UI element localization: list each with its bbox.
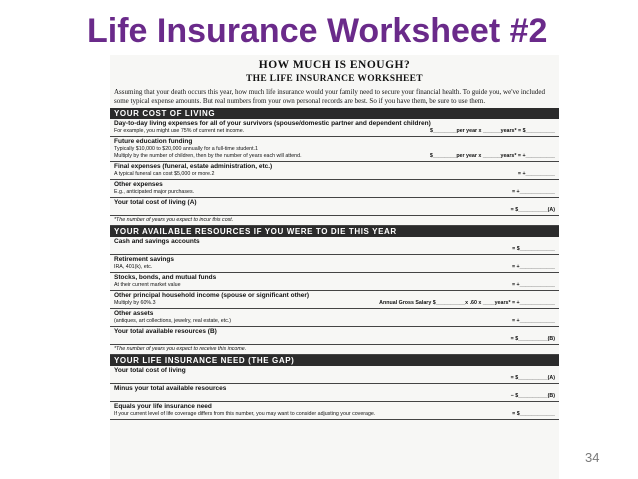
worksheet-scan bbox=[110, 55, 559, 479]
row-title: Retirement savings bbox=[114, 256, 174, 263]
worksheet-subheading: THE LIFE INSURANCE WORKSHEET bbox=[246, 74, 423, 84]
worksheet-intro: Assuming that your death occurs this year, how much life insurance would your family need to secure your financial health. To guide you, we've included some typical expense amounts. But real numbers from your own personal records are best. So if you have them, be sure to use them. bbox=[114, 88, 545, 105]
worksheet-row bbox=[110, 255, 559, 273]
section-header: YOUR AVAILABLE RESOURCES IF YOU WERE TO DIE THIS YEAR bbox=[110, 226, 559, 237]
row-description: (antiques, art collections, jewelry, real estate, etc.) bbox=[114, 318, 232, 324]
row-title: Other principal household income (spouse or significant other) bbox=[114, 292, 310, 299]
worksheet-row bbox=[110, 273, 559, 291]
worksheet-sections bbox=[110, 108, 559, 420]
amount-blank: $________per year x ______years* = +__________ bbox=[429, 153, 555, 159]
row-description: At their current market value bbox=[114, 282, 181, 288]
section-header: YOUR LIFE INSURANCE NEED (THE GAP) bbox=[110, 355, 559, 366]
amount-blank: = $____________ bbox=[512, 246, 555, 252]
worksheet-row bbox=[110, 366, 559, 384]
section-footnote: *The number of years you expect to receive this income. bbox=[110, 345, 559, 355]
worksheet-row bbox=[110, 309, 559, 327]
row-title: Other expenses bbox=[114, 181, 163, 188]
amount-blank: = $__________(A) bbox=[510, 207, 555, 213]
worksheet-row bbox=[110, 291, 559, 309]
worksheet-row bbox=[110, 162, 559, 180]
worksheet-heading: HOW MUCH IS ENOUGH? bbox=[258, 59, 411, 71]
row-description: E.g., anticipated major purchases. bbox=[114, 189, 195, 195]
row-line bbox=[114, 318, 555, 325]
amount-blank: = +____________ bbox=[511, 264, 555, 270]
row-line bbox=[114, 375, 555, 382]
row-title: Your total cost of living (A) bbox=[114, 199, 197, 206]
row-line bbox=[114, 264, 555, 271]
amount-blank: = $____________ bbox=[512, 411, 555, 417]
row-description: Multiply by the number of children, then by the number of years each will attend. bbox=[114, 153, 302, 159]
amount-blank: − $__________(B) bbox=[510, 393, 555, 399]
row-title: Cash and savings accounts bbox=[114, 238, 200, 245]
row-line bbox=[114, 393, 555, 400]
amount-blank: = +____________ bbox=[511, 318, 555, 324]
amount-blank: Annual Gross Salary $__________x .60 x ____years* = +____________ bbox=[379, 300, 555, 306]
row-line bbox=[114, 207, 555, 214]
row-description: IRA, 401(k), etc. bbox=[114, 264, 153, 270]
worksheet-row bbox=[110, 198, 559, 216]
row-title: Your total cost of living bbox=[114, 367, 186, 374]
row-line bbox=[114, 282, 555, 289]
amount-blank: $________per year x ______years* = $__________ bbox=[429, 128, 555, 134]
section-footnote: *The number of years you expect to incur this cost. bbox=[110, 216, 559, 226]
row-title: Equals your life insurance need bbox=[114, 403, 212, 410]
slide-number: 34 bbox=[585, 450, 600, 465]
worksheet-row bbox=[110, 137, 559, 162]
row-line bbox=[114, 336, 555, 343]
row-description: For example, you might use 75% of current net income. bbox=[114, 128, 245, 134]
amount-blank: = $__________(B) bbox=[510, 336, 555, 342]
row-title: Stocks, bonds, and mutual funds bbox=[114, 274, 217, 281]
row-description: Multiply by 60%.3 bbox=[114, 300, 156, 306]
row-line bbox=[114, 171, 555, 178]
worksheet-row bbox=[110, 237, 559, 255]
amount-blank: = +____________ bbox=[511, 282, 555, 288]
row-description: Typically $10,000 to $20,000 annually for a full-time student.1 bbox=[114, 146, 258, 152]
row-title: Day-to-day living expenses for all of your survivors (spouse/domestic partner and dependent children) bbox=[114, 120, 431, 127]
amount-blank: = +____________ bbox=[511, 189, 555, 195]
worksheet-row bbox=[110, 402, 559, 420]
worksheet-row bbox=[110, 327, 559, 345]
row-line bbox=[114, 153, 555, 160]
section-header: YOUR COST OF LIVING bbox=[110, 108, 559, 119]
row-line bbox=[114, 246, 555, 253]
row-line bbox=[114, 146, 555, 153]
row-description: If your current level of life coverage differs from this number, you may want to consider adjusting your coverage. bbox=[114, 411, 376, 417]
amount-blank: = +__________ bbox=[517, 171, 555, 177]
row-title: Minus your total available resources bbox=[114, 385, 227, 392]
worksheet-row bbox=[110, 180, 559, 198]
row-title: Your total available resources (B) bbox=[114, 328, 217, 335]
row-line bbox=[114, 189, 555, 196]
row-line bbox=[114, 128, 555, 135]
row-line bbox=[114, 411, 555, 418]
row-title: Final expenses (funeral, estate administration, etc.) bbox=[114, 163, 273, 170]
row-title: Other assets bbox=[114, 310, 154, 317]
amount-blank: = $__________(A) bbox=[510, 375, 555, 381]
slide-title: Life Insurance Worksheet #2 bbox=[87, 12, 548, 50]
row-title: Future education funding bbox=[114, 138, 193, 145]
row-line bbox=[114, 300, 555, 307]
worksheet-row bbox=[110, 119, 559, 137]
worksheet-row bbox=[110, 384, 559, 402]
row-description: A typical funeral can cost $5,000 or more.2 bbox=[114, 171, 215, 177]
